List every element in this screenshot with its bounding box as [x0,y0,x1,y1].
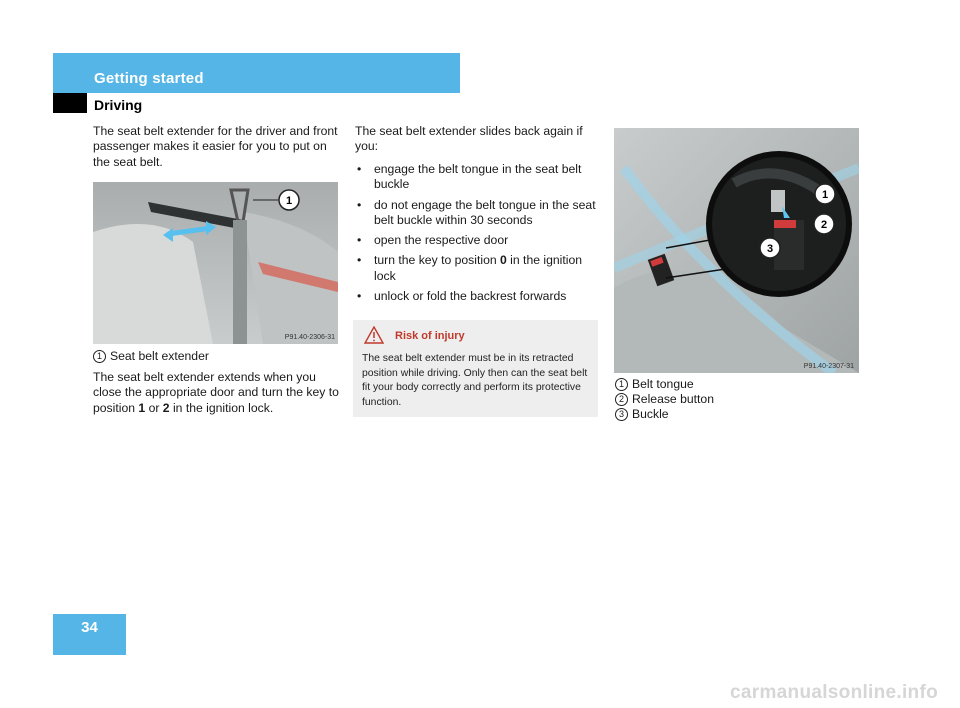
list-item: • open the respective door [357,233,509,248]
list-item: • unlock or fold the backrest forwards [357,289,567,304]
legend-item-1: 1 Belt tongue [615,377,863,392]
legend-item-3: 3 Buckle [615,407,863,422]
warning-panel [353,320,598,417]
belt-buckle-figure [614,128,859,373]
watermark: carmanualsonline.info [730,682,938,703]
list-item: • engage the belt tongue in the seat belt buckle [357,162,582,192]
list-item: • turn the key to position 0 in the ignition lock [357,253,583,283]
legend-item-2: 2 Release button [615,392,863,407]
warning-text: The seat belt extender must be in its retracted position while driving. Only then can the seat belt fit your body correctly and perform its protective function. [362,353,588,408]
retract-conditions-list [355,162,603,309]
legend-item-1 [93,349,341,364]
intro-paragraph: The seat belt extender for the driver and front passenger makes it easier for you to put on the seat belt. [93,124,338,169]
body-paragraph: The seat belt extender extends when you close the appropriate door and turn the key to position 1 or 2 in the ignition lock. [93,370,339,415]
key-position-0: 0 [500,253,507,268]
subsection-title: Driving [94,97,143,113]
key-position-1: 1 [138,400,146,415]
warning-title: Risk of injury [395,330,465,342]
figure-code: P91.40-2306-31 [284,334,335,341]
figure-callout-1: 1 [285,195,293,207]
list-item: • do not engage the belt tongue in the seat belt buckle within 30 seconds [357,197,596,227]
figure-callout-1: 1 [821,189,829,201]
section-title: Getting started [94,70,204,87]
key-position-2: 2 [162,400,170,415]
figure-code: P91.40-2307-31 [803,363,854,370]
figure-callout-2: 2 [820,219,828,231]
page-number-tab [53,614,126,655]
retract-intro: The seat belt extender slides back again if you: [355,124,583,154]
legend-number: 1 [93,350,106,363]
figure-callout-3: 3 [766,243,774,255]
seat-belt-extender-figure [93,182,338,344]
subsection-marker [53,93,87,113]
legend-label: Seat belt extender [110,349,209,363]
page-number: 34 [81,619,98,636]
warning-triangle-icon [364,326,384,344]
